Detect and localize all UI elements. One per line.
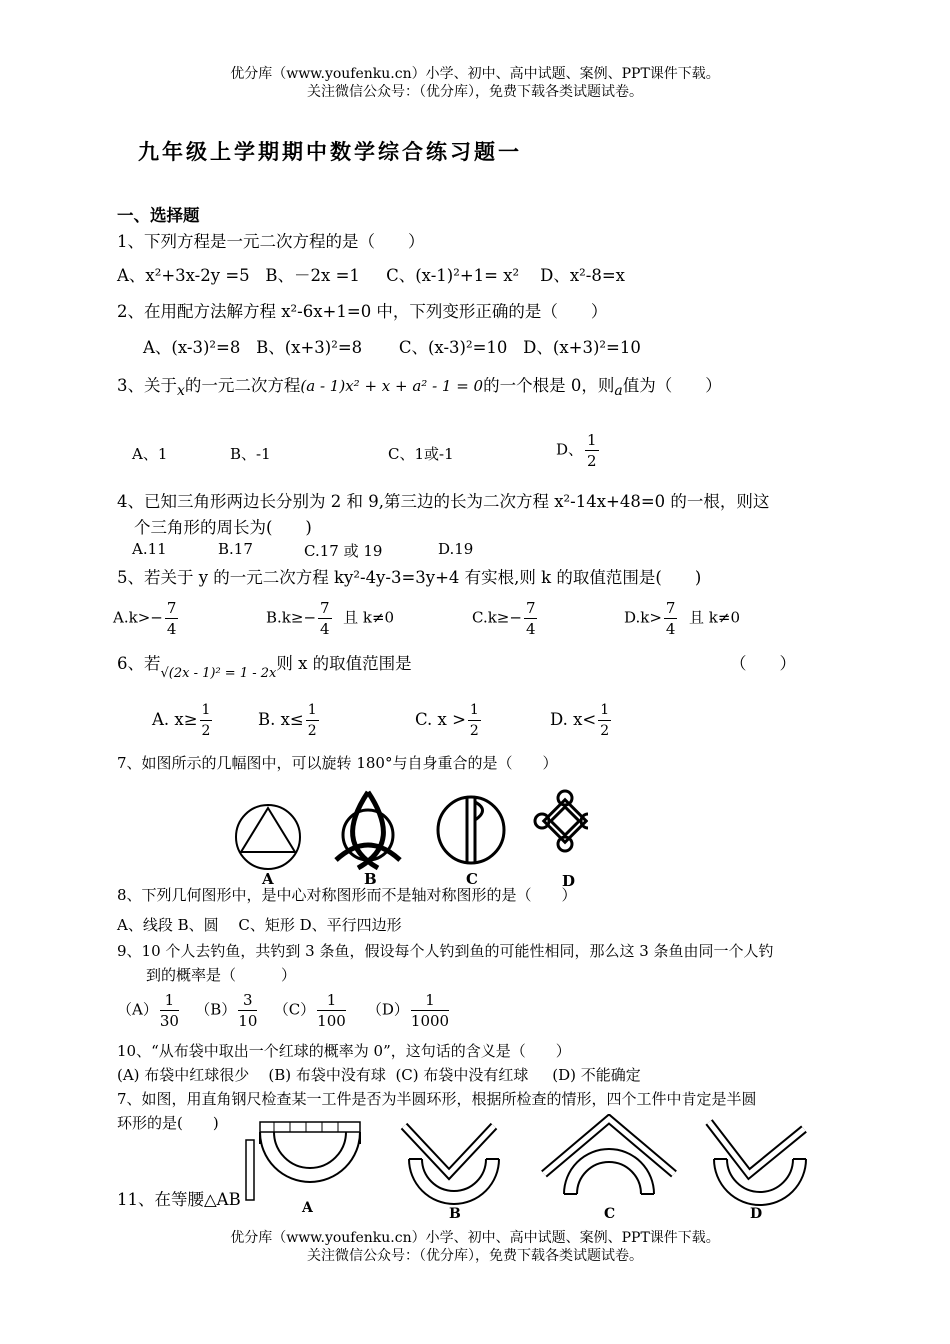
q6-d-num: 1 [598, 700, 611, 721]
q6-a-num: 1 [200, 700, 213, 721]
q8-options: A、线段 B、圆 C、矩形 D、平行四边形 [117, 916, 402, 934]
q6-option-b [258, 700, 321, 741]
q10-option-d: (D) 不能确定 [552, 1066, 641, 1084]
q7b-figure-a [246, 1122, 360, 1200]
q5-option-b [266, 598, 394, 639]
q3-var-x: x [177, 383, 185, 399]
q9-d-label: （D） [366, 1000, 409, 1019]
q1-option-b: B、－2x =1 [265, 266, 360, 285]
page-title: 九年级上学期期中数学综合练习题一 [138, 139, 522, 164]
q3-stem [117, 372, 722, 399]
q3-option-d-label: D、 [556, 440, 584, 459]
q7-label-b: B [364, 870, 377, 888]
q5-c-den: 4 [525, 620, 536, 638]
q3-option-d [556, 430, 601, 471]
q7-figures [228, 780, 588, 890]
q1-option-c: C、(x-1)²+1= x² [386, 266, 520, 285]
q9-a-label: （A） [117, 1000, 158, 1019]
q7b-label-d: D [750, 1206, 763, 1222]
q1-stem: 1、下列方程是一元二次方程的是（ ） [117, 232, 425, 251]
q2-option-c: C、(x-3)²=10 [398, 338, 508, 357]
q6-a-den: 2 [201, 723, 211, 739]
q6-b-num: 1 [306, 700, 319, 721]
q3-option-c: C、1或-1 [388, 445, 454, 463]
q7b-figures [244, 1114, 834, 1214]
q6-b-den: 2 [307, 723, 317, 739]
q5-d-num: 7 [665, 599, 676, 617]
q3-post2: 值为（ ） [622, 376, 722, 395]
q1-option-a: A、x²+3x-2y =5 [117, 266, 250, 285]
q1-option-d: D、x²-8=x [540, 266, 625, 285]
q1-options [117, 262, 625, 286]
q7-figure-d [535, 791, 588, 851]
q10-option-a: (A) 布袋中红球很少 [117, 1066, 250, 1084]
q8-stem: 8、下列几何图形中，是中心对称图形而不是轴对称图形的是（ ） [117, 886, 577, 904]
q6-c-den: 2 [469, 723, 479, 739]
q7-stem: 7、如图所示的几幅图中，可以旋转 180°与自身重合的是（ ） [117, 754, 558, 772]
q5-option-c [472, 598, 539, 639]
q10-option-b: (B) 布袋中没有球 [268, 1066, 386, 1084]
q2-options [143, 334, 641, 358]
q4-option-d: D.19 [438, 540, 474, 558]
q9-options [117, 990, 451, 1031]
q9-c-den: 100 [317, 1012, 346, 1030]
section-heading: 一、选择题 [117, 206, 200, 225]
q7b-figure-b [404, 1126, 499, 1204]
footer-line-1: 优分库（www.youfenku.cn）小学、初中、高中试题、案例、PPT课件下载。 [230, 1230, 720, 1246]
q9-a-den: 30 [159, 1012, 179, 1030]
q7-label-a: A [262, 870, 274, 888]
q5-b-den: 4 [320, 620, 330, 638]
q5-option-d [624, 598, 740, 639]
q3-equation: (a - 1)x² + x + a² - 1 = 0 [300, 377, 484, 395]
q6-stem [117, 650, 412, 681]
q3-post1: 的一个根是 0，则 [483, 376, 615, 395]
q5-a-num: 7 [166, 599, 177, 617]
q3-mid: 的一元二次方程 [184, 376, 301, 395]
q7-figure-a [236, 805, 300, 869]
q5-b-post: 且 k≠0 [343, 608, 395, 627]
q9-d-den: 1000 [410, 1012, 450, 1030]
q5-c-num: 7 [525, 599, 536, 617]
q6-a-text: A. x≥ [152, 710, 198, 729]
q7-label-d: D [562, 872, 576, 890]
q5-a-den: 4 [166, 620, 177, 638]
q7b-figure-c [544, 1119, 674, 1194]
q7b-stem-1: 7、如图，用直角钢尺检查某一工件是否为半圆环形，根据所检查的情形，四个工件中肯定是半圆 [117, 1090, 757, 1108]
q2-option-a: A、(x-3)²=8 [143, 338, 241, 357]
q4-stem-2: 个三角形的周长为( ) [134, 518, 312, 537]
q5-a-text: A.k>− [113, 608, 163, 627]
q6-option-a [152, 700, 214, 741]
q3-pre: 3、关于 [117, 376, 177, 395]
q3-d-denominator: 2 [587, 452, 597, 470]
q7b-figure-d [709, 1122, 806, 1205]
q10-stem: 10、“从布袋中取出一个红球的概率为 0”，这句话的含义是（ ） [117, 1042, 571, 1060]
q6-expression: √(2x - 1)² = 1 - 2x [160, 666, 277, 681]
q4-option-a: A.11 [132, 540, 167, 558]
q7-figure-b [336, 792, 400, 868]
q9-c-label: （C） [273, 1000, 316, 1019]
q9-d-num: 1 [411, 990, 449, 1011]
q9-stem-2: 到的概率是（ ） [146, 966, 297, 984]
q7-label-c: C [466, 870, 478, 888]
q10-options [117, 1064, 641, 1085]
q3-option-a: A、1 [132, 445, 168, 463]
q5-b-num: 7 [320, 599, 330, 617]
q6-pre: 6、若 [117, 654, 161, 673]
q6-option-c [415, 700, 483, 741]
q5-d-den: 4 [665, 620, 676, 638]
q2-stem: 2、在用配方法解方程 x²-6x+1=0 中，下列变形正确的是（ ） [117, 302, 608, 321]
header-line-1: 优分库（www.youfenku.cn）小学、初中、高中试题、案例、PPT课件下载。 [230, 66, 720, 82]
q11-stem: 11、在等腰△AB [117, 1190, 241, 1209]
q7b-stem-2: 环形的是( ) [117, 1114, 219, 1132]
header-line-2: 关注微信公众号：（优分库），免费下载各类试题试卷。 [307, 84, 643, 100]
q5-c-text: C.k≥− [472, 608, 522, 627]
q7b-label-c: C [604, 1206, 616, 1222]
q6-b-text: B. x≤ [258, 710, 304, 729]
q6-answer-paren: （ ） [730, 654, 796, 673]
q10-option-c: (C) 布袋中没有红球 [395, 1066, 529, 1084]
q5-option-a [113, 598, 180, 639]
q3-option-b: B、-1 [230, 445, 271, 463]
q7b-label-b: B [449, 1206, 461, 1222]
q6-post: 则 x 的取值范围是 [276, 654, 412, 673]
q4-option-c: C.17 或 19 [304, 542, 383, 560]
q7b-label-a: A [302, 1200, 313, 1216]
q9-stem-1: 9、10 个人去钓鱼，共钓到 3 条鱼，假设每个人钓到鱼的可能性相同，那么这 3 条鱼由同一个人钓 [117, 942, 774, 960]
q5-b-text: B.k≥− [266, 608, 317, 627]
q5-d-text: D.k> [624, 608, 662, 627]
q9-c-num: 1 [317, 990, 346, 1011]
q2-option-d: D、(x+3)²=10 [523, 338, 641, 357]
q3-var-a: a [614, 383, 623, 399]
q9-a-num: 1 [160, 990, 179, 1011]
q6-c-num: 1 [468, 700, 481, 721]
q4-stem-1: 4、已知三角形两边长分别为 2 和 9,第三边的长为二次方程 x²-14x+48=0 的一根，则这 [117, 492, 770, 511]
q9-b-den: 10 [238, 1012, 258, 1030]
footer-line-2: 关注微信公众号：（优分库），免费下载各类试题试卷。 [307, 1248, 643, 1264]
q2-option-b: B、(x+3)²=8 [256, 338, 363, 357]
q9-b-num: 3 [238, 990, 257, 1011]
q6-c-text: C. x > [415, 710, 466, 729]
q5-stem: 5、若关于 y 的一元二次方程 ky²-4y-3=3y+4 有实根,则 k 的取值范围是( ) [117, 568, 702, 587]
q6-d-text: D. x< [550, 710, 597, 729]
q6-d-den: 2 [600, 723, 610, 739]
q9-b-label: （B） [195, 1000, 237, 1019]
q3-d-numerator: 1 [587, 431, 597, 449]
q4-option-b: B.17 [218, 540, 253, 558]
q5-d-post: 且 k≠0 [689, 608, 740, 627]
q6-option-d [550, 700, 613, 741]
q7-figure-c [438, 797, 504, 863]
